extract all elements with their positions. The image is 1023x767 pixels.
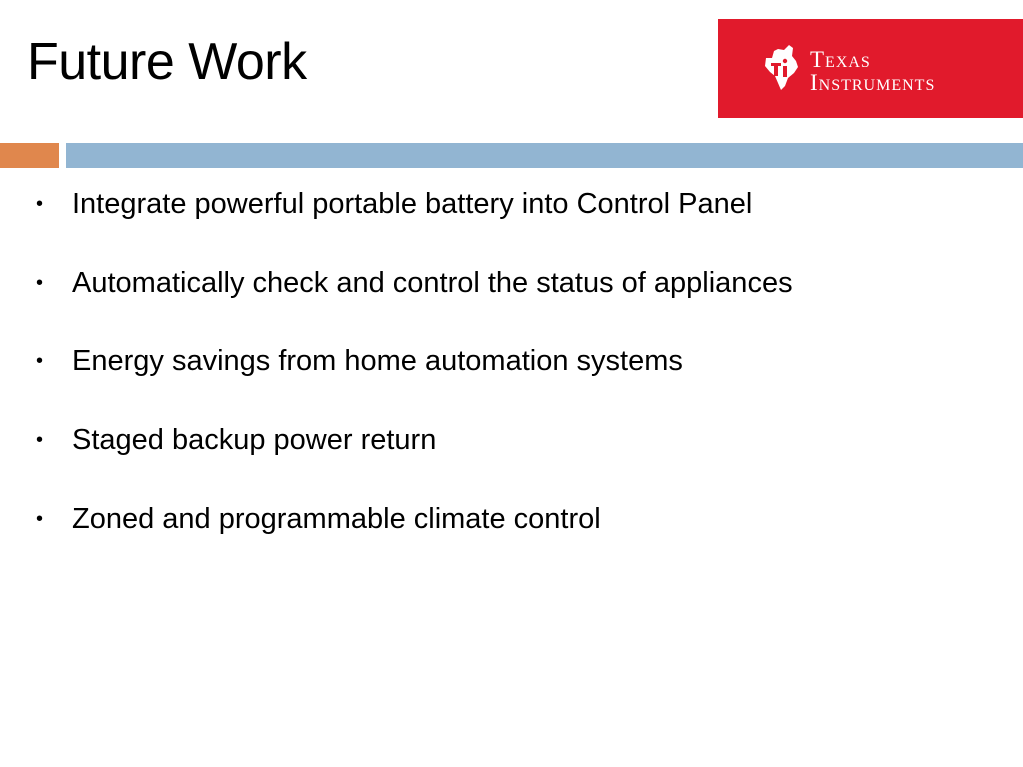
bullet-dot: •: [36, 508, 44, 530]
bullet-text: Integrate powerful portable battery into Control Panel: [72, 188, 753, 220]
texas-instruments-logo: [718, 19, 1023, 118]
bullet-item: [0, 184, 1000, 224]
bullet-dot: •: [36, 193, 44, 215]
logo-brand-line-1: Texas: [810, 47, 871, 72]
bullet-item: [0, 499, 1000, 539]
bullet-item: [0, 341, 1000, 381]
bullet-text: Staged backup power return: [72, 424, 437, 456]
bullet-item: [0, 263, 1000, 303]
logo-brand-line-2: Instruments: [810, 70, 936, 95]
slide-title: Future Work: [27, 33, 307, 91]
bullet-text: Zoned and programmable climate control: [72, 503, 601, 535]
bullet-item: [0, 420, 1000, 460]
bullet-dot: •: [36, 429, 44, 451]
bullet-text: Energy savings from home automation systems: [72, 345, 683, 377]
bullet-dot: •: [36, 272, 44, 294]
ti-logo-icon: [765, 45, 798, 90]
accent-bar-orange: [0, 143, 59, 168]
accent-bar-blue: [66, 143, 1023, 168]
bullet-text: Automatically check and control the status of appliances: [72, 267, 793, 299]
bullet-dot: •: [36, 350, 44, 372]
